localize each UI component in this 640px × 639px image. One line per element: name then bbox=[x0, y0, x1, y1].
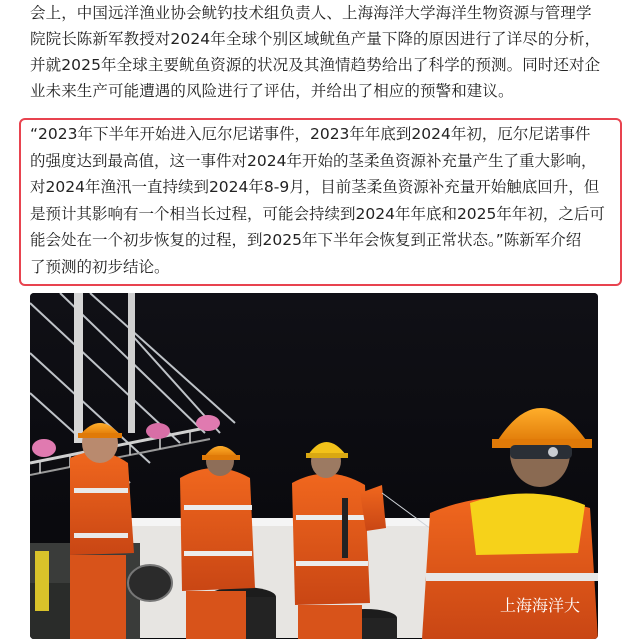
mast-pole bbox=[128, 293, 135, 433]
bucket bbox=[128, 565, 172, 601]
intro-line: 业未来生产可能遭遇的风险进行了评估，并给出了相应的预警和建议。 bbox=[30, 82, 514, 100]
mast-pole bbox=[74, 293, 83, 443]
quote-line: 能会处在一个初步恢复的过程，到2025年下半年会恢复到正常状态。”陈新军介绍 bbox=[30, 231, 582, 249]
quote-line: 对2024年渔汛一直持续到2024年8-9月，目前茎柔鱼资源补充量开始触底回升，但 bbox=[30, 178, 600, 196]
intro-line: 并就2025年全球主要鱿鱼资源的状况及其渔情趋势给出了科学的预测。同时还对企 bbox=[30, 56, 601, 74]
crew-member-center-left bbox=[180, 446, 255, 639]
quote-line: 是预计其影响有一个相当长过程，可能会持续到2024年年底和2025年年初，之后可 bbox=[30, 204, 605, 223]
article-intro-paragraph bbox=[30, 0, 612, 104]
photo-scene bbox=[30, 293, 598, 639]
quote-line: 了预测的初步结论。 bbox=[30, 257, 170, 276]
intro-line: 院院长陈新军教授对2024年全球个别区域鱿鱼产量下降的原因进行了详尽的分析， bbox=[30, 30, 601, 48]
jacket-text: 上海海洋大 bbox=[500, 596, 581, 615]
quote-paragraph bbox=[30, 121, 612, 280]
quote-line: “2023年下半年开始进入厄尔尼诺事件，2023年年底到2024年初，厄尔尼诺事件 bbox=[30, 125, 591, 143]
yellow-post bbox=[35, 551, 49, 611]
quote-line: 的强度达到最高值，这一事件对2024年开始的茎柔鱼资源补充量产生了重大影响， bbox=[30, 151, 597, 170]
intro-line: 会上，中国远洋渔业协会鱿钓技术组负责人、上海海洋大学海洋生物资源与管理学 bbox=[30, 4, 592, 22]
headlamp bbox=[510, 445, 572, 459]
article-photo bbox=[30, 293, 598, 639]
